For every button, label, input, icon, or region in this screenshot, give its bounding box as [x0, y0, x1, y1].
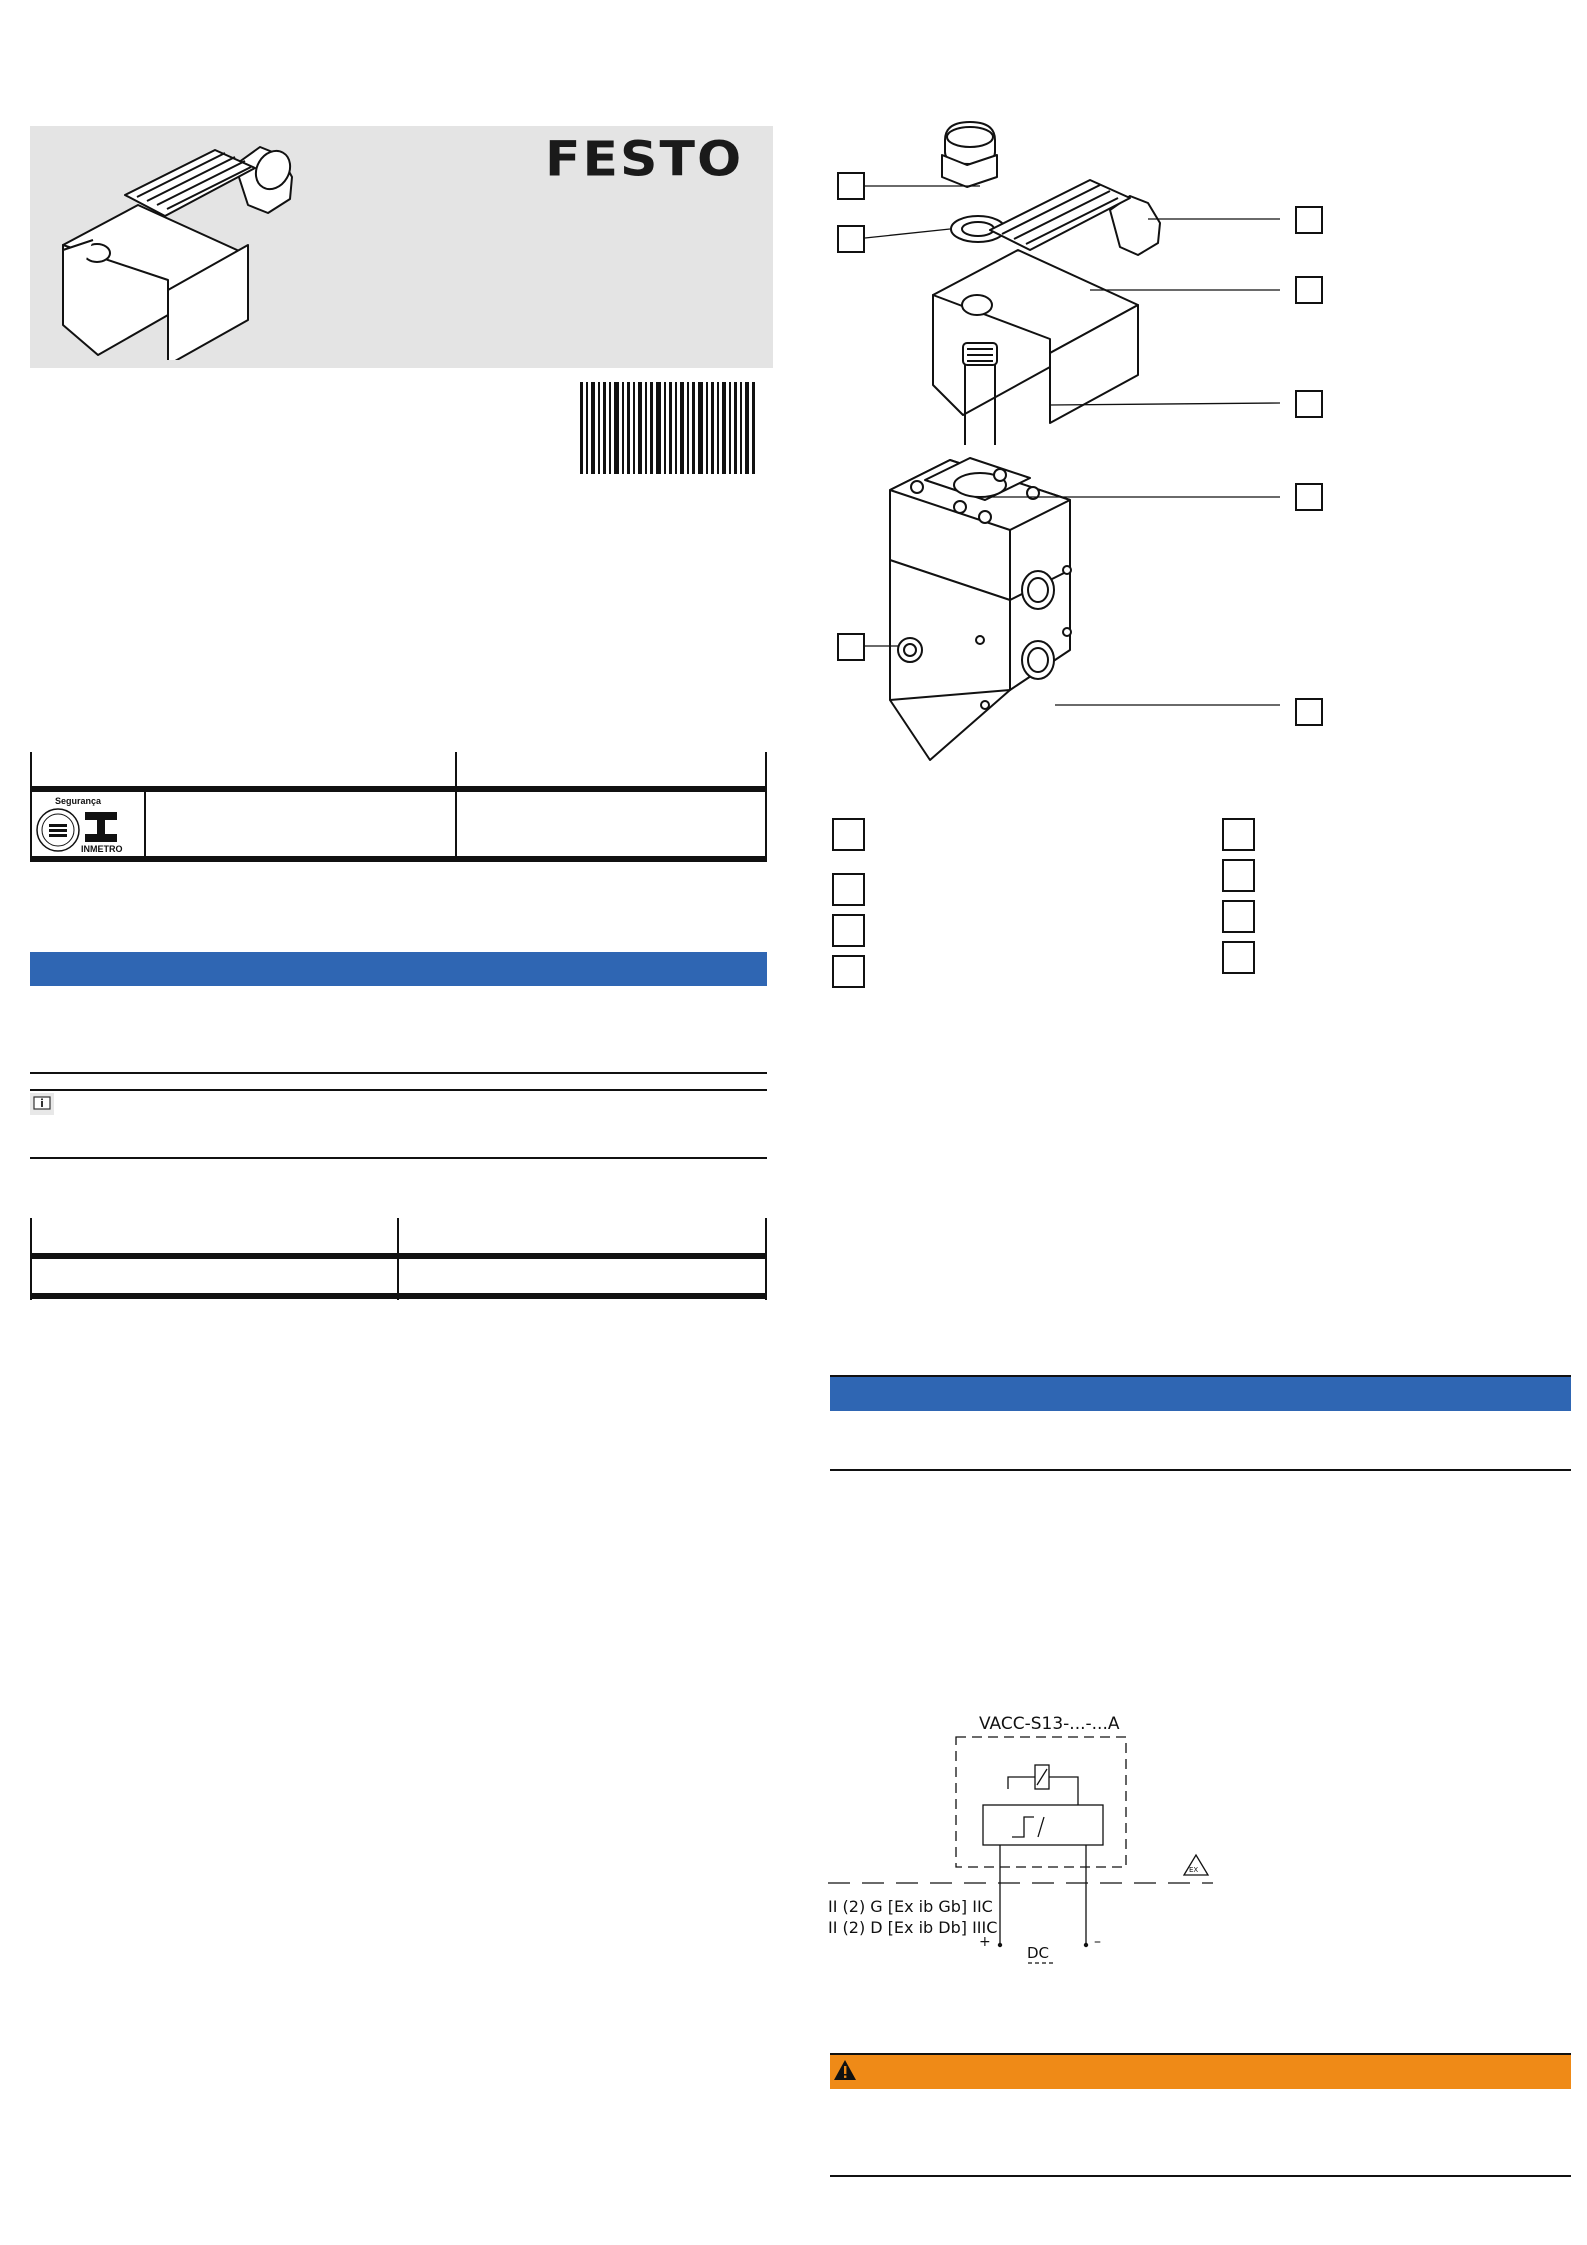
section-header-left — [30, 952, 767, 986]
product-image — [55, 135, 325, 360]
callout-box — [837, 172, 865, 200]
ex-triangle-icon: EX — [1189, 1866, 1199, 1874]
legend-box — [832, 955, 865, 988]
note-top-rule — [30, 1089, 767, 1091]
section-rule — [30, 1072, 767, 1074]
table-border — [30, 1218, 32, 1300]
legend-box — [832, 873, 865, 906]
table-header-rule — [30, 1253, 767, 1259]
circuit-model-label: VACC-S13-...-...A — [979, 1714, 1120, 1734]
legend-box — [832, 818, 865, 851]
festo-logo: FESTO — [545, 132, 744, 188]
ex-marking-gas: II (2) G [Ex ib Gb] IIC — [828, 1897, 993, 1916]
callout-box — [1295, 276, 1323, 304]
section-header-right — [830, 1377, 1571, 1411]
legend-box — [832, 914, 865, 947]
table-bottom-rule — [30, 1293, 767, 1299]
table-header-rule — [30, 786, 767, 792]
info-icon — [30, 1093, 54, 1115]
positive-terminal-label: + — [979, 1934, 991, 1950]
table-divider — [455, 752, 457, 862]
note-bottom-rule — [30, 1157, 767, 1159]
warning-icon — [832, 2058, 858, 2082]
legend-box — [1222, 859, 1255, 892]
circuit-diagram — [828, 1705, 1248, 1980]
negative-terminal-label: – — [1094, 1934, 1101, 1950]
legend-box — [1222, 941, 1255, 974]
table-border — [765, 1218, 767, 1300]
exploded-view-diagram — [825, 115, 1345, 785]
table-divider — [144, 789, 146, 859]
table-bottom-rule — [30, 856, 767, 862]
section-rule — [830, 1469, 1571, 1471]
table-divider — [397, 1218, 399, 1300]
certification-mark-segurança: Segurança — [55, 796, 102, 806]
legend-box — [1222, 900, 1255, 933]
supply-type-label: DC — [1027, 1944, 1050, 1962]
callout-box — [1295, 698, 1323, 726]
barcode — [580, 382, 760, 474]
legend-box — [1222, 818, 1255, 851]
ex-marking-dust: II (2) D [Ex ib Db] IIIC — [828, 1918, 998, 1937]
callout-box — [1295, 390, 1323, 418]
callout-box — [1295, 483, 1323, 511]
table-border — [30, 752, 32, 862]
table-border — [765, 752, 767, 862]
callout-box — [837, 225, 865, 253]
certification-mark-inmetro: INMETRO — [81, 844, 123, 854]
certification-logo — [33, 794, 143, 854]
warning-bottom-rule — [830, 2175, 1571, 2177]
warning-header — [830, 2055, 1571, 2089]
callout-box — [1295, 206, 1323, 234]
callout-box — [837, 633, 865, 661]
